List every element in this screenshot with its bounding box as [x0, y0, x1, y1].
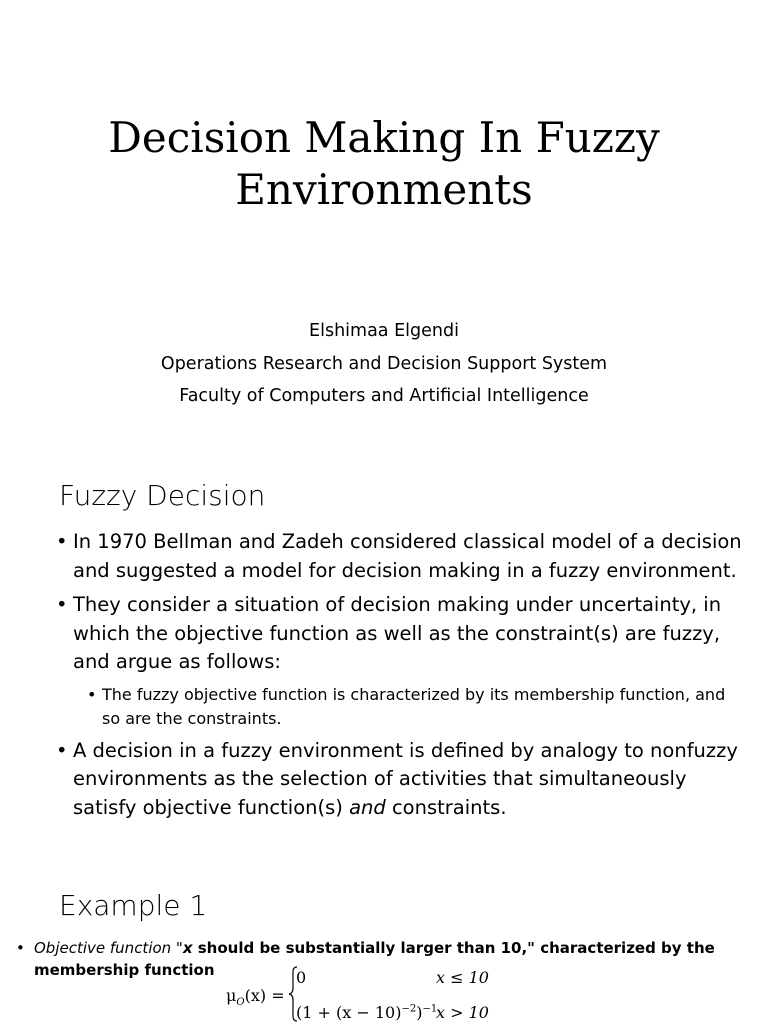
emphasis-text: and [349, 795, 386, 819]
case-one-condition: x > 10 [436, 1003, 489, 1022]
case-zero-condition: x ≤ 10 [436, 968, 489, 987]
bullet-text: A decision in a fuzzy environment is defined by analogy to nonfuzzy environments as the selection of activities that simultaneously satisfy objective function(s) [73, 738, 738, 819]
bullet-text-end: constraints. [385, 795, 507, 819]
example-slide [0, 860, 768, 1024]
mu-subscript: O [236, 997, 245, 1009]
case-one-value [296, 1003, 437, 1022]
presentation-title: Decision Making In Fuzzy Environments [108, 113, 660, 214]
faculty-name: Faculty of Computers and Artificial Intelligence [179, 386, 589, 406]
membership-function-formula [226, 960, 526, 1024]
bullet-list [56, 528, 746, 828]
title-slide [0, 0, 768, 440]
bullet-item: • They consider a situation of decision making under uncertainty, in which the objective function as well as the constraint(s) are fuzzy, and argue as follows: [56, 591, 746, 677]
mu-symbol: μ [226, 986, 237, 1005]
lhs-argument: (x) = [244, 986, 285, 1005]
course-name: Operations Research and Decision Support System [160, 353, 608, 374]
fuzzy-decision-slide [0, 440, 768, 860]
author-name: Elshimaa Elgendi [309, 321, 459, 341]
case-one-suffix: ) [416, 1003, 423, 1022]
case-zero-value: 0 [296, 968, 307, 987]
formula-lhs [226, 986, 285, 1008]
variable-x: x [182, 939, 193, 957]
sub-bullet-item: • The fuzzy objective function is characterized by its membership function, and so are the constraints. [56, 683, 746, 731]
slide-heading: Fuzzy Decision [59, 479, 266, 512]
example-description: should be substantially larger than 10," characterized by the membership function [34, 939, 715, 979]
bullet-item: • In 1970 Bellman and Zadeh considered classical model of a decision and suggested a model for decision making in a fuzzy environment. [56, 528, 746, 585]
slide-heading: Example 1 [59, 889, 208, 922]
bullet-item [56, 737, 746, 823]
objective-function-label: Objective function " [34, 939, 183, 957]
case-one-prefix: (1 + (x − 10) [296, 1003, 402, 1022]
presentation-subtitle [40, 315, 728, 413]
outer-exponent: −1 [422, 1003, 438, 1015]
inner-exponent: −2 [401, 1003, 417, 1015]
